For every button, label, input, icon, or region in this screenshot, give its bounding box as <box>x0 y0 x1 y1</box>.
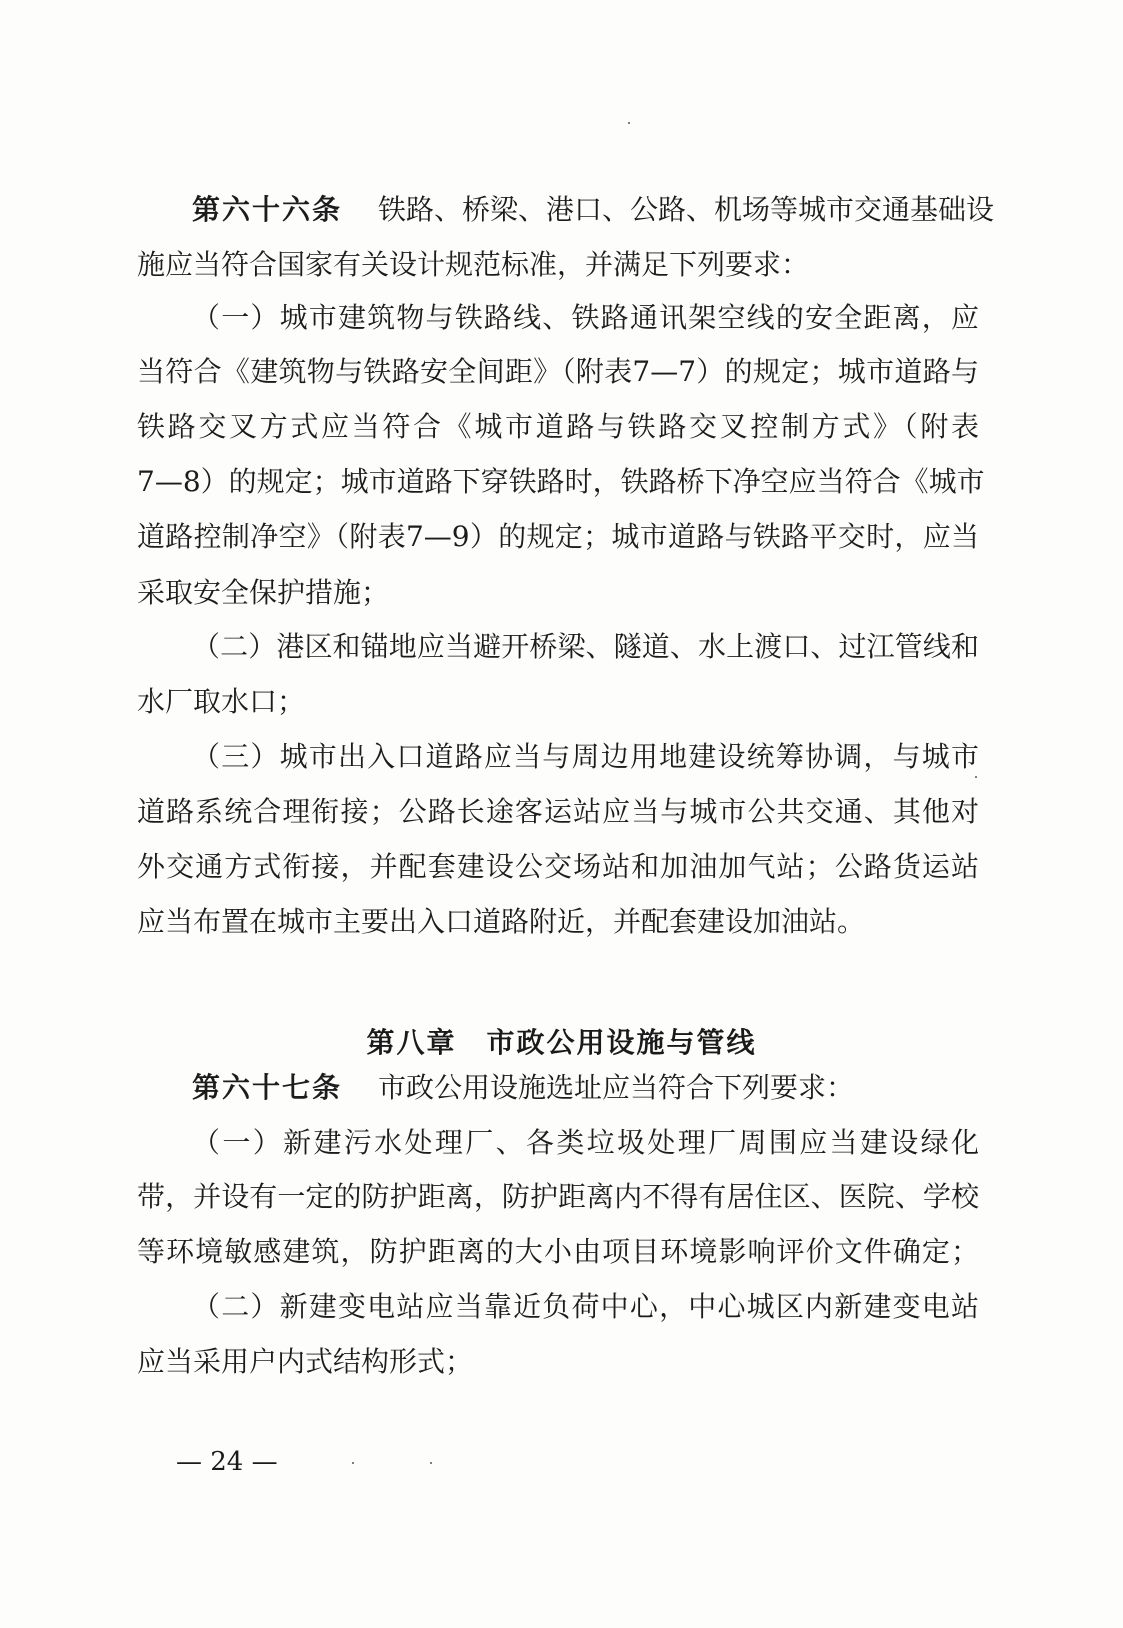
article-66-heading: 第六十六条 <box>192 193 343 226</box>
article-67-item-1-line-1: （一）新建污水处理厂、各类垃圾处理厂周围应当建设绿化 <box>192 1126 979 1159</box>
scan-speck <box>430 1462 432 1464</box>
article-66-item-1-line-2: 当符合《建筑物与铁路安全间距》（附表7—7）的规定；城市道路与 <box>137 355 979 388</box>
article-66-item-1-line-4: 7—8）的规定；城市道路下穿铁路时，铁路桥下净空应当符合《城市 <box>137 465 985 498</box>
article-67-item-1-line-3: 等环境敏感建筑，防护距离的大小由项目环境影响评价文件确定； <box>137 1235 979 1268</box>
article-66-text-line-2: 施应当符合国家有关设计规范标准，并满足下列要求： <box>137 248 810 281</box>
article-67-first-line <box>192 1068 854 1108</box>
scan-speck <box>975 776 977 778</box>
article-66-item-3-line-1: （三）城市出入口道路应当与周边用地建设统筹协调，与城市 <box>192 740 979 773</box>
article-67-intro: 市政公用设施选址应当符合下列要求： <box>378 1071 855 1104</box>
article-67-item-1-line-2: 带，并设有一定的防护距离，防护距离内不得有居住区、医院、学校 <box>137 1180 979 1213</box>
chapter-title: 市政公用设施与管线 <box>486 1026 757 1059</box>
article-66-text-line-1: 铁路、桥梁、港口、公路、机场等城市交通基础设 <box>378 193 995 226</box>
article-66-item-2-line-1: （二）港区和锚地应当避开桥梁、隧道、水上渡口、过江管线和 <box>192 630 979 663</box>
page-number: — 24 — <box>176 1447 278 1477</box>
scan-speck <box>628 122 630 124</box>
article-66-item-3-line-4: 应当布置在城市主要出入口道路附近，并配套建设加油站。 <box>137 905 866 938</box>
article-66-first-line <box>192 190 995 230</box>
chapter-heading <box>0 1023 1123 1063</box>
article-67-item-2-line-2: 应当采用户内式结构形式； <box>137 1345 474 1378</box>
article-66-item-3-line-2: 道路系统合理衔接；公路长途客运站应当与城市公共交通、其他对 <box>137 795 979 828</box>
chapter-number: 第八章 <box>366 1026 457 1059</box>
article-66-item-1-line-5: 道路控制净空》（附表7—9）的规定；城市道路与铁路平交时，应当 <box>137 520 979 553</box>
article-66-item-1-line-6: 采取安全保护措施； <box>137 576 390 609</box>
article-66-item-1-line-1: （一）城市建筑物与铁路线、铁路通讯架空线的安全距离，应 <box>192 301 979 334</box>
article-66-item-2-line-2: 水厂取水口； <box>137 685 306 718</box>
article-67-item-2-line-1: （二）新建变电站应当靠近负荷中心，中心城区内新建变电站 <box>192 1290 979 1323</box>
article-66-item-1-line-3: 铁路交叉方式应当符合《城市道路与铁路交叉控制方式》（附表 <box>137 410 979 443</box>
article-67-heading: 第六十七条 <box>192 1071 343 1104</box>
article-66-item-3-line-3: 外交通方式衔接，并配套建设公交场站和加油加气站；公路货运站 <box>137 850 979 883</box>
scan-speck <box>352 1462 354 1464</box>
